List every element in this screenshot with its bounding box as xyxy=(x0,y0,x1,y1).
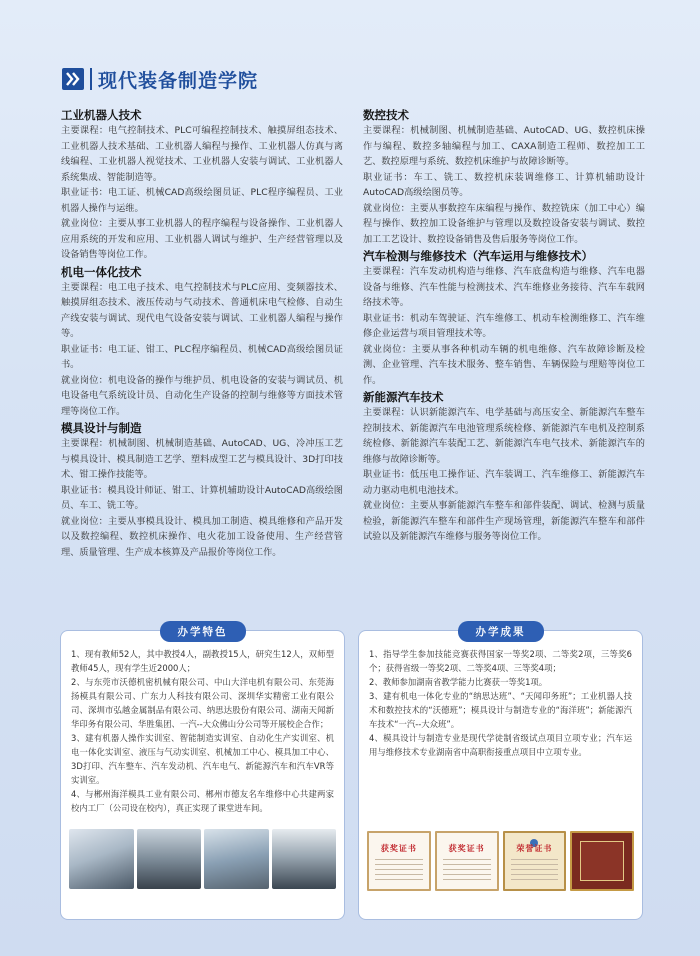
award-certificate: 获奖证书 xyxy=(435,831,499,891)
section-title: 汽车检测与维修技术（汽车运用与维修技术） xyxy=(363,249,593,263)
list-item: 2、与东莞市沃德机密机械有限公司、中山大洋电机有限公司、东莞海扬模具有限公司、广东力人科技有限公司、深圳华实精密工业有限公司、深圳市弘越金属制品有限公司、纳思达股份有限公司、湖南天闻新华印务有限公司、华胜集团、一汽--大众佛山分公司等开展校企合作； xyxy=(71,677,334,729)
section-paragraph: 职业证书：电工证、钳工、PLC程序编程员、机械CAD高级绘图员证书。 xyxy=(61,343,343,370)
right-column xyxy=(363,106,645,545)
features-text xyxy=(71,647,334,815)
section-paragraph: 就业岗位：机电设备的操作与维护员、机电设备的安装与调试员、机电设备电气系统设计员、自动化生产设备的控制与维修等方面技术管理等岗位工作。 xyxy=(61,374,343,417)
section-paragraph: 就业岗位：主要从事模具设计、模具加工制造、模具维修和产品开发以及数控编程、数控机床操作、电火花加工设备使用、生产经营管理、质量管理、生产成本核算及产品报价等岗位工作。 xyxy=(61,515,343,558)
section-title: 数控技术 xyxy=(363,108,409,122)
list-item: 4、模具设计与制造专业是现代学徒制省级试点项目立项专业；汽车运用与维修技术专业湖南省中高职衔接重点项目中立项专业。 xyxy=(369,733,632,757)
training-photo xyxy=(69,829,134,889)
section-paragraph: 就业岗位：主要从事数控车床编程与操作、数控铣床（加工中心）编程与操作、数控加工设备维护与管理以及数控设备安装与调试、数控加工工艺设计、数控设备销售及售后服务等岗位工作。 xyxy=(363,202,645,245)
page-title: 现代装备制造学院 xyxy=(98,69,259,92)
page-header xyxy=(62,64,258,94)
results-tab: 办学成果 xyxy=(458,621,544,642)
training-photo xyxy=(204,829,269,889)
section-paragraph: 职业证书：车工、铣工、数控机床装调维修工、计算机辅助设计AutoCAD高级绘图员等。 xyxy=(363,171,645,198)
section-title: 模具设计与制造 xyxy=(61,421,142,435)
list-item: 2、教师参加湖南省教学能力比赛获一等奖1项。 xyxy=(369,677,548,687)
section-paragraph: 职业证书：低压电工操作证、汽车装调工、汽车维修工、新能源汽车动力驱动电机电池技术。 xyxy=(363,469,645,496)
features-box xyxy=(60,626,345,920)
award-certificates xyxy=(367,827,634,891)
section-paragraph: 就业岗位：主要从事工业机器人的程序编程与设备操作、工业机器人应用系统的开发和应用、工业机器人调试与维护、生产经营管理以及设备销售等岗位工作。 xyxy=(61,218,343,260)
list-item: 3、建有机电一体化专业的“纳思达班”、“天闻印务班”；工业机器人技术和数控技术的“沃德班”；模具设计与制造专业的“海洋班”；新能源汽车技术“一汽--大众班”。 xyxy=(369,691,632,729)
section-paragraph: 主要课程：机械制图、机械制造基础、AutoCAD、UG、数控机床操作与编程、数控多轴编程与加工、CAXA制造工程师、数控加工工艺、数控原理与系统、数控机床维护与故障诊断等。 xyxy=(363,125,645,167)
features-tab: 办学特色 xyxy=(160,621,246,642)
section-paragraph: 职业证书：电工证、机械CAD高级绘图员证、PLC程序编程员、工业机器人操作与运维。 xyxy=(61,187,343,214)
list-item: 4、与郴州海洋模具工业有限公司、郴州市德友名车维修中心共建两家校内工厂（公司设在校内），真正实现了课堂进车间。 xyxy=(71,789,334,813)
double-chevron-right-icon xyxy=(62,68,84,90)
list-item: 3、建有机器人操作实训室、智能制造实训室、自动化生产实训室、机电一体化实训室、液压与气动实训室、机械加工中心、模具加工中心、3D打印、汽车整车、汽车发动机、汽车电气、新能源汽车和汽车VR等实训室。 xyxy=(71,733,334,785)
training-photos xyxy=(69,829,336,889)
left-column xyxy=(61,106,343,560)
section-title: 工业机器人技术 xyxy=(61,108,142,122)
section-paragraph: 就业岗位：主要从事各种机动车辆的机电维修、汽车故障诊断及检测、企业管理、汽车技术服务、整车销售、车辆保险与理赔等岗位工作。 xyxy=(363,343,645,386)
results-box xyxy=(358,626,643,920)
section-paragraph: 主要课程：机械制图、机械制造基础、AutoCAD、UG、冷冲压工艺与模具设计、模具制造工艺学、塑料成型工艺与模具设计、3D打印技术、钳工操作技能等。 xyxy=(61,438,343,480)
section-paragraph: 主要课程：电工电子技术、电气控制技术与PLC应用、变频器技术、触摸屏组态技术、液压传动与气动技术、普通机床电气检修、自动生产线安装与调试、现代电气设备安装与调试、工业机器人编程与操作等。 xyxy=(61,281,343,339)
award-certificate: 获奖证书 xyxy=(367,831,431,891)
list-item: 1、指导学生参加技能竞赛获得国家一等奖2项、二等奖2项，三等奖6个；获得省级一等奖2项、二等奖4项、三等奖4项； xyxy=(369,649,632,673)
section-paragraph: 职业证书：模具设计师证、钳工、计算机辅助设计AutoCAD高级绘图员、车工、铣工等。 xyxy=(61,484,343,511)
section-paragraph: 主要课程：汽车发动机构造与维修、汽车底盘构造与维修、汽车电器设备与维修、汽车性能与检测技术、汽车维修业务接待、汽车车载网络技术等。 xyxy=(363,266,645,308)
list-item: 1、现有教师52人，其中教授4人，副教授15人，研究生12人，双师型教师45人，现有学生近2000人； xyxy=(71,649,334,673)
section-paragraph: 就业岗位：主要从事新能源汽车整车和部件装配、调试、检测与质量检验，新能源汽车整车和部件生产现场管理，新能源汽车整车和部件试验以及新能源汽车维修与服务等岗位工作。 xyxy=(363,500,645,542)
section-title: 机电一体化技术 xyxy=(61,264,142,279)
header-divider xyxy=(90,68,92,90)
results-text xyxy=(369,647,632,759)
section-paragraph: 主要课程：认识新能源汽车、电学基础与高压安全、新能源汽车整车控制技术、新能源汽车电池管理系统检修、新能源汽车电机及控制系统检修、新能源汽车装配工艺、新能源汽车电气技术、新能源汽车的维修与故障诊断等。 xyxy=(363,407,645,465)
honor-certificate: 荣誉证书 xyxy=(503,831,567,891)
section-paragraph: 主要课程：电气控制技术、PLC可编程控制技术、触摸屏组态技术、工业机器人技术基础、工业机器人编程与操作、工业机器人仿真与离线编程、工业机器人视觉技术、工业机器人安装与调试、工业机器人系统集成、智能制造等。 xyxy=(61,125,343,183)
section-title: 新能源汽车技术 xyxy=(363,390,444,404)
training-photo xyxy=(272,829,337,889)
section-paragraph: 职业证书：机动车驾驶证、汽车维修工、机动车检测维修工、汽车维修企业运营与项目管理技术等。 xyxy=(363,312,645,339)
award-plaque xyxy=(570,831,634,891)
training-photo xyxy=(137,829,202,889)
